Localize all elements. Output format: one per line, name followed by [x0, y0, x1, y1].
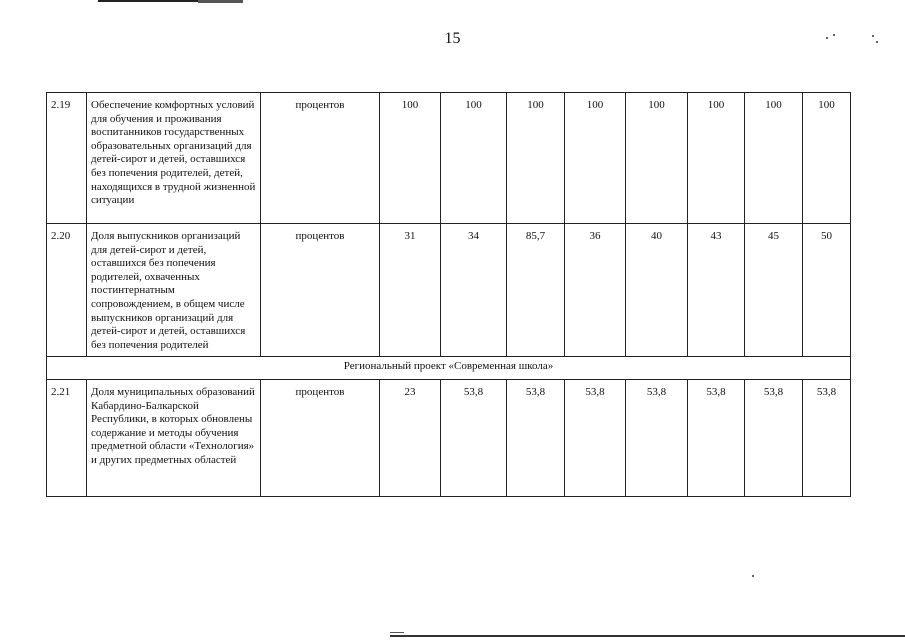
- table-row: [47, 93, 851, 224]
- value-cell: 40: [626, 224, 688, 357]
- row-number: 2.19: [47, 93, 87, 224]
- value-cell: 100: [626, 93, 688, 224]
- scan-artifact-bottom: [390, 635, 905, 637]
- unit-cell: процентов: [261, 380, 380, 497]
- value-cell: 43: [688, 224, 745, 357]
- table-row: [47, 224, 851, 357]
- value-cell: 36: [565, 224, 626, 357]
- value-cell: 100: [688, 93, 745, 224]
- value-cell: 100: [507, 93, 565, 224]
- value-cell: 34: [441, 224, 507, 357]
- scan-speck: [752, 575, 754, 577]
- value-cell: 100: [745, 93, 803, 224]
- table-row: [47, 380, 851, 497]
- indicator-name: Доля муниципальных образований Кабардино-Балкарской Республики, в которых обновлены содержание и методы обучения предметной области «Технология» и других предметных областей: [87, 380, 261, 497]
- value-cell: 53,8: [803, 380, 851, 497]
- value-cell: 31: [380, 224, 441, 357]
- value-cell: 50: [803, 224, 851, 357]
- page-number: 15: [444, 30, 461, 47]
- value-cell: 100: [803, 93, 851, 224]
- row-number: 2.20: [47, 224, 87, 357]
- indicator-name: Обеспечение комфортных условий для обучения и проживания воспитанников государственных образовательных организаций для детей-сирот и детей, оставшихся без попечения родителей, детей, находящихся в трудной жизненной ситуации: [87, 93, 261, 224]
- section-row: [47, 357, 851, 380]
- indicator-table: [46, 92, 851, 497]
- value-cell: 53,8: [507, 380, 565, 497]
- value-cell: 23: [380, 380, 441, 497]
- value-cell: 53,8: [565, 380, 626, 497]
- value-cell: 53,8: [626, 380, 688, 497]
- value-cell: 85,7: [507, 224, 565, 357]
- value-cell: 100: [565, 93, 626, 224]
- scan-artifact-bottom-2: [390, 632, 404, 633]
- row-number: 2.21: [47, 380, 87, 497]
- section-title: Региональный проект «Современная школа»: [47, 357, 851, 380]
- value-cell: 53,8: [441, 380, 507, 497]
- unit-cell: процентов: [261, 224, 380, 357]
- value-cell: 100: [441, 93, 507, 224]
- value-cell: 45: [745, 224, 803, 357]
- value-cell: 100: [380, 93, 441, 224]
- indicator-name: Доля выпускников организаций для детей-сирот и детей, оставшихся без попечения родителей, охваченных постинтернатным сопровождением, в общем числе выпускников организаций для детей-сирот и детей, оставшихся без попечения родителей: [87, 224, 261, 357]
- value-cell: 53,8: [745, 380, 803, 497]
- scan-artifact-top-2: [198, 0, 243, 3]
- unit-cell: процентов: [261, 93, 380, 224]
- value-cell: 53,8: [688, 380, 745, 497]
